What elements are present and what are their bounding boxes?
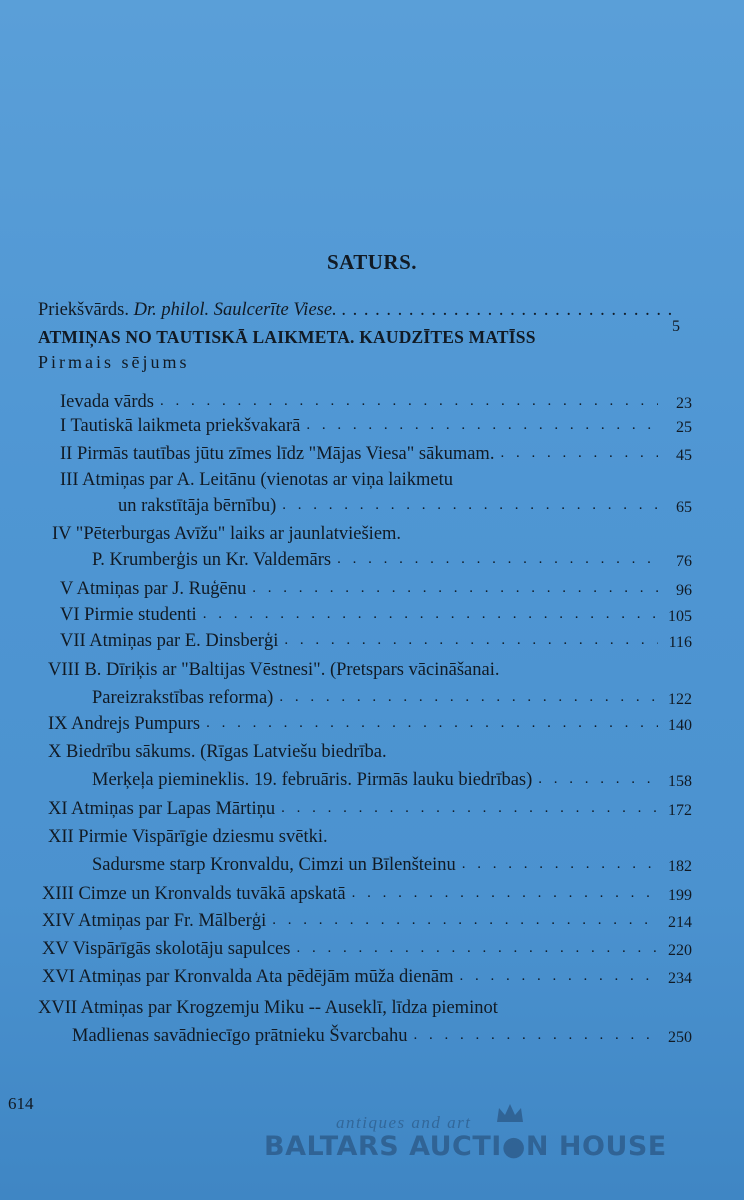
toc-entry-title: X Biedrību sākums. (Rīgas Latviešu biedrība.	[48, 742, 387, 762]
toc-page-number: 172	[668, 802, 692, 819]
toc-page-number: 105	[668, 608, 692, 625]
toc-entry	[60, 579, 692, 600]
toc-entry	[42, 967, 692, 988]
volume-heading: Pirmais sējums	[38, 352, 190, 372]
leader-dots	[203, 606, 658, 623]
toc-page-number: 25	[676, 419, 692, 436]
toc-page-number: 45	[676, 447, 692, 464]
toc-entry	[60, 605, 692, 626]
watermark-brand: BALTARS AUCTI●N HOUSE	[264, 1131, 667, 1162]
leader-dots	[462, 856, 658, 873]
toc-entry-title: XIII Cimze un Kronvalds tuvākā apskatā	[42, 884, 346, 904]
toc-entry	[42, 911, 692, 932]
leader-dots	[296, 940, 658, 957]
toc-page-number: 220	[668, 942, 692, 959]
toc-entry	[60, 631, 692, 652]
leader-dots	[352, 885, 658, 902]
toc-entry	[42, 884, 692, 905]
toc-page-number: 234	[668, 970, 692, 987]
toc-entry	[60, 444, 692, 465]
toc-entry-title: XVI Atmiņas par Kronvalda Ata pēdējām mūža dienām	[42, 967, 454, 987]
leader-dots	[160, 393, 658, 410]
leader-dots	[252, 580, 658, 597]
toc-entry	[118, 496, 692, 517]
leader-dots	[500, 445, 658, 462]
watermark-tagline: antiques and art	[336, 1113, 472, 1132]
toc-page-number: 23	[676, 395, 692, 412]
toc-entry-title: XVII Atmiņas par Krogzemju Miku -- Auseklī, līdza pieminot	[38, 998, 498, 1018]
foreword-label: Priekšvārds.	[38, 300, 134, 320]
leader-dots	[337, 551, 658, 568]
toc-entry	[60, 416, 692, 437]
toc-entry-title: VII Atmiņas par E. Dinsberģi	[60, 631, 279, 651]
toc-entry	[92, 550, 692, 571]
toc-page-number: 65	[676, 499, 692, 516]
toc-entry-continuation: Merķeļa piemineklis. 19. februāris. Pirmās lauku biedrības)	[92, 770, 533, 790]
toc-entry	[60, 392, 692, 413]
toc-entry-continuation: un rakstītāja bērnību)	[118, 496, 277, 516]
toc-entry-title: VI Pirmie studenti	[60, 605, 197, 625]
toc-entry	[72, 1026, 692, 1047]
toc-entry	[48, 714, 692, 735]
foreword-dots: . . . . . . . . . . . . . . . . . . . . . . . . . . . . . .	[341, 300, 674, 320]
toc-entry-continuation: P. Krumberģis un Kr. Valdemārs	[92, 550, 332, 570]
toc-page-number: 199	[668, 887, 692, 904]
toc-page-number: 158	[668, 773, 692, 790]
toc-entry-title: XI Atmiņas par Lapas Mārtiņu	[48, 799, 276, 819]
leader-dots	[306, 417, 658, 434]
leader-dots	[272, 912, 658, 929]
toc-entry-title: I Tautiskā laikmeta priekšvakarā	[60, 416, 301, 436]
toc-page-number: 122	[668, 691, 692, 708]
toc-entry-title: IV "Pēterburgas Avīžu" laiks ar jaunlatviešiem.	[52, 524, 402, 544]
toc-page-number: 96	[676, 582, 692, 599]
toc-page-number: 250	[668, 1029, 692, 1046]
toc-entry-title: II Pirmās tautības jūtu zīmes līdz "Mājas Viesa" sākumam.	[60, 444, 495, 464]
toc-page-number: 214	[668, 914, 692, 931]
book-heading: ATMIŅAS NO TAUTISKĀ LAIKMETA. KAUDZĪTES MATĪSS	[38, 327, 536, 347]
toc-entry	[92, 688, 692, 709]
toc-entry-title: V Atmiņas par J. Ruģēnu	[60, 579, 247, 599]
leader-dots	[281, 800, 658, 817]
leader-dots	[460, 968, 659, 985]
toc-entry-continuation: Pareizrakstības reforma)	[92, 688, 274, 708]
toc-entry-title: XV Vispārīgās skolotāju sapulces	[42, 939, 291, 959]
toc-page-number: 76	[676, 553, 692, 570]
toc-entry-title: XII Pirmie Vispārīgie dziesmu svētki.	[48, 827, 328, 847]
toc-entry	[92, 855, 692, 876]
leader-dots	[279, 689, 658, 706]
toc-entry-title: VIII B. Dīriķis ar "Baltijas Vēstnesi". (Pretspars vācināšanai.	[48, 660, 500, 680]
leader-dots	[282, 497, 658, 514]
toc-entry-title: Ievada vārds	[60, 392, 154, 412]
toc-entry	[42, 939, 692, 960]
toc-entry-continuation: Madlienas savādniecīgo prātnieku Švarcbahu	[72, 1026, 408, 1046]
page-title: SATURS.	[326, 250, 418, 274]
foreword-line	[38, 300, 673, 321]
toc-entry-title: IX Andrejs Pumpurs	[48, 714, 201, 734]
leader-dots	[206, 715, 658, 732]
toc-entry-title: III Atmiņas par A. Leitānu (vienotas ar viņa laikmetu	[60, 470, 454, 490]
leader-dots	[413, 1027, 658, 1044]
foreword-page: 5	[672, 318, 680, 335]
foreword-author: Dr. philol. Saulcerīte Viese.	[133, 300, 337, 320]
crown-icon	[495, 1102, 525, 1124]
leader-dots	[538, 771, 658, 788]
toc-page-number: 116	[668, 634, 692, 651]
toc-entry-continuation: Sadursme starp Kronvaldu, Cimzi un Bīlenšteinu	[92, 855, 456, 875]
toc-entry-title: XIV Atmiņas par Fr. Mālberģi	[42, 911, 267, 931]
toc-page-number: 182	[668, 858, 692, 875]
toc-entry	[48, 799, 692, 820]
toc-page-number: 140	[668, 717, 692, 734]
leader-dots	[284, 632, 658, 649]
page-number: 614	[8, 1094, 34, 1113]
toc-entry	[92, 770, 692, 791]
